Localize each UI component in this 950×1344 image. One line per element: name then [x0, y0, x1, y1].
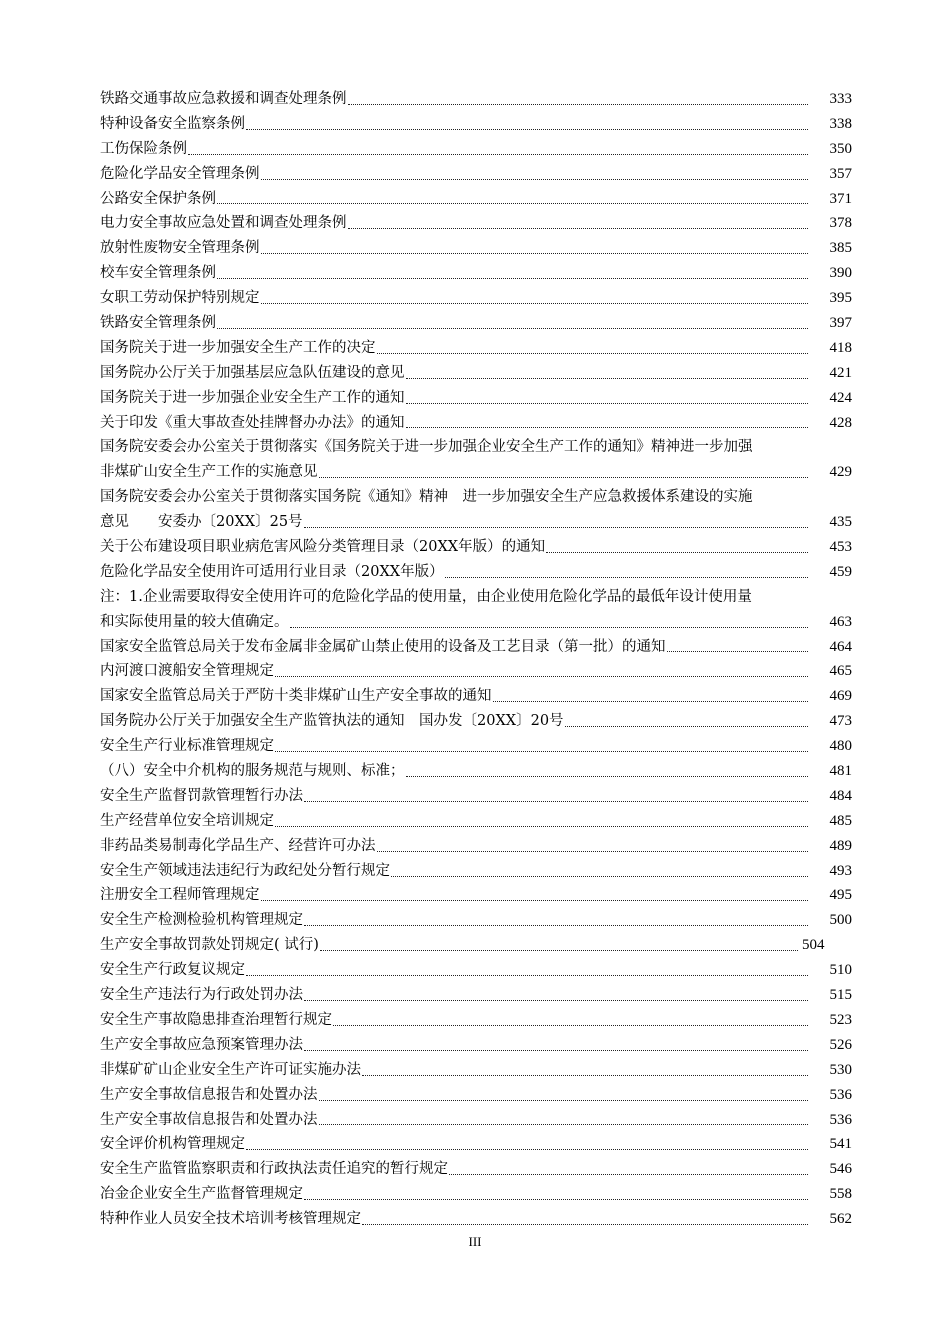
toc-entry-page: 390 — [829, 265, 852, 282]
toc-entry-page: 464 — [829, 638, 852, 655]
toc-entry-page: 546 — [829, 1161, 852, 1178]
toc-entry-title: 国家安全监管总局关于发布金属非金属矿山禁止使用的设备及工艺目录（第一批）的通知 — [100, 638, 666, 655]
toc-entry-title: 安全生产检测检验机构管理规定 — [100, 912, 303, 929]
toc-leader-dots — [188, 153, 808, 155]
toc-leader-dots — [362, 1223, 808, 1225]
toc-entry[interactable] — [100, 137, 852, 162]
toc-entry-title: 冶金企业安全生产监督管理规定 — [100, 1186, 303, 1203]
toc-entry-page: 526 — [829, 1036, 852, 1053]
toc-leader-dots — [304, 1198, 808, 1200]
toc-entry-title: 危险化学品安全使用许可适用行业目录（20XX年版） — [100, 563, 444, 580]
toc-leader-dots — [261, 302, 809, 304]
toc-leader-dots — [246, 974, 808, 976]
toc-entry[interactable] — [100, 1108, 852, 1133]
toc-entry[interactable] — [100, 336, 852, 361]
toc-entry[interactable] — [100, 635, 852, 660]
toc-entry-page: 418 — [829, 339, 852, 356]
toc-entry-page: 473 — [829, 713, 852, 730]
toc-leader-dots — [348, 103, 809, 105]
toc-entry-title: 关于印发《重大事故查处挂牌督办办法》的通知 — [100, 414, 405, 431]
toc-entry[interactable] — [100, 983, 852, 1008]
toc-entry[interactable] — [100, 958, 852, 983]
toc-leader-dots — [217, 277, 808, 279]
toc-leader-dots — [275, 825, 808, 827]
toc-leader-dots — [406, 775, 809, 777]
toc-entry[interactable] — [100, 1033, 852, 1058]
toc-entry-line — [100, 585, 852, 610]
toc-entry[interactable] — [100, 709, 852, 734]
toc-entry-line — [100, 435, 852, 460]
toc-entry-title: 意见 安委办〔20XX〕25号 — [100, 514, 303, 531]
toc-leader-dots — [319, 1123, 809, 1125]
toc-leader-dots — [362, 1074, 808, 1076]
toc-entry[interactable] — [100, 535, 852, 560]
toc-leader-dots — [261, 899, 809, 901]
toc-leader-dots — [391, 875, 808, 877]
toc-entry-page: 333 — [829, 90, 852, 107]
toc-leader-dots — [493, 700, 809, 702]
toc-entry-title-line1: 国务院安委会办公室关于贯彻落实国务院《通知》精神 进一步加强安全生产应急救援体系建设的实施 — [100, 489, 753, 506]
toc-leader-dots — [546, 551, 808, 553]
toc-leader-dots — [217, 202, 808, 204]
toc-entry[interactable] — [100, 1008, 852, 1033]
toc-entry-page: 558 — [829, 1186, 852, 1203]
toc-entry[interactable] — [100, 659, 852, 684]
toc-entry-page: 485 — [829, 812, 852, 829]
table-of-contents — [100, 87, 852, 1232]
toc-entry[interactable] — [100, 684, 852, 709]
page-number: III — [468, 1234, 482, 1249]
toc-leader-dots — [217, 327, 808, 329]
toc-entry[interactable] — [100, 610, 852, 635]
toc-entry-title: 国务院办公厅关于加强安全生产监管执法的通知 国办发〔20XX〕20号 — [100, 713, 564, 730]
toc-entry-title: 生产安全事故应急预案管理办法 — [100, 1036, 303, 1053]
toc-entry[interactable] — [100, 560, 852, 585]
toc-entry-title: 铁路交通事故应急救援和调查处理条例 — [100, 90, 347, 107]
toc-entry-page: 484 — [829, 787, 852, 804]
toc-entry-title: 生产安全事故信息报告和处置办法 — [100, 1111, 318, 1128]
toc-entry-page: 357 — [829, 165, 852, 182]
toc-entry-title: 国家安全监管总局关于严防十类非煤矿山生产安全事故的通知 — [100, 688, 492, 705]
toc-entry[interactable] — [100, 112, 852, 137]
toc-entry-page: 500 — [829, 912, 852, 929]
toc-leader-dots — [275, 750, 808, 752]
toc-entry-title: 特种作业人员安全技术培训考核管理规定 — [100, 1211, 361, 1228]
toc-leader-dots — [406, 377, 809, 379]
toc-entry-title: 非药品类易制毒化学品生产、经营许可办法 — [100, 837, 376, 854]
toc-entry-page: 397 — [829, 315, 852, 331]
toc-entry[interactable] — [100, 759, 852, 784]
toc-entry-page: 504 — [802, 937, 825, 954]
toc-entry-page: 495 — [829, 887, 852, 904]
toc-entry[interactable] — [100, 784, 852, 809]
toc-entry[interactable] — [100, 908, 852, 933]
toc-leader-dots — [667, 650, 809, 652]
toc-entry-title: 生产安全事故信息报告和处置办法 — [100, 1086, 318, 1103]
toc-entry-title: 安全生产领域违法违纪行为政纪处分暂行规定 — [100, 862, 390, 879]
toc-entry[interactable] — [100, 1083, 852, 1108]
toc-entry-title: 和实际使用量的较大值确定。 — [100, 613, 289, 630]
toc-entry-page: 338 — [829, 115, 852, 132]
toc-entry-title-line1: 国务院安委会办公室关于贯彻落实《国务院关于进一步加强企业安全生产工作的通知》精神进一步加强 — [100, 439, 753, 456]
toc-entry-title: 关于公布建设项目职业病危害风险分类管理目录（20XX年版）的通知 — [100, 539, 546, 556]
toc-entry-title: 生产安全事故罚款处罚规定( 试行) — [100, 937, 319, 954]
toc-entry[interactable] — [100, 1132, 852, 1157]
toc-entry-page: 378 — [829, 215, 852, 232]
toc-entry-page: 385 — [829, 240, 852, 257]
toc-entry-page: 428 — [829, 414, 852, 431]
toc-entry-title: 校车安全管理条例 — [100, 265, 216, 282]
toc-leader-dots — [333, 1024, 808, 1026]
toc-entry-page: 453 — [829, 539, 852, 556]
toc-entry-page: 523 — [829, 1011, 852, 1028]
toc-leader-dots — [290, 626, 809, 628]
toc-entry[interactable] — [100, 211, 852, 236]
toc-entry-line — [100, 485, 852, 510]
toc-entry-title: 放射性废物安全管理条例 — [100, 240, 260, 257]
toc-entry-page: 469 — [829, 688, 852, 705]
toc-entry[interactable] — [100, 734, 852, 759]
toc-entry[interactable] — [100, 386, 852, 411]
toc-entry-title: 安全生产监管监察职责和行政执法责任追究的暂行规定 — [100, 1161, 448, 1178]
toc-entry[interactable] — [100, 236, 852, 261]
toc-entry[interactable] — [100, 361, 852, 386]
toc-entry[interactable] — [100, 162, 852, 187]
toc-entry[interactable] — [100, 261, 852, 286]
toc-entry-page: 465 — [829, 663, 852, 680]
toc-entry-page: 510 — [829, 962, 852, 979]
toc-entry-page: 429 — [829, 464, 852, 481]
toc-leader-dots — [304, 1049, 808, 1051]
toc-entry-title: 国务院关于进一步加强安全生产工作的决定 — [100, 339, 376, 356]
toc-entry-title: （八）安全中介机构的服务规范与规则、标准； — [100, 763, 405, 780]
toc-entry-title-line1: 注：1.企业需要取得安全使用许可的危险化学品的使用量，由企业使用危险化学品的最低年设计使用量 — [100, 588, 752, 605]
toc-leader-dots — [319, 1099, 809, 1101]
toc-entry-page: 350 — [829, 140, 852, 157]
toc-entry-page: 562 — [829, 1211, 852, 1228]
toc-entry-page: 541 — [829, 1136, 852, 1153]
toc-entry-page: 424 — [829, 389, 852, 406]
toc-entry-title: 国务院关于进一步加强企业安全生产工作的通知 — [100, 389, 405, 406]
toc-leader-dots — [261, 178, 809, 180]
toc-leader-dots — [377, 850, 809, 852]
toc-entry-page: 480 — [829, 738, 852, 755]
toc-entry-title: 女职工劳动保护特别规定 — [100, 290, 260, 307]
toc-entry-title: 安全评价机构管理规定 — [100, 1136, 245, 1153]
toc-entry-page: 530 — [829, 1061, 852, 1078]
toc-leader-dots — [275, 675, 808, 677]
toc-entry-page: 395 — [829, 290, 852, 307]
toc-entry-page: 489 — [829, 837, 852, 854]
toc-entry[interactable] — [100, 87, 852, 112]
toc-leader-dots — [304, 924, 808, 926]
toc-leader-dots — [261, 252, 809, 254]
toc-leader-dots — [304, 999, 808, 1001]
toc-entry-title: 安全生产行业标准管理规定 — [100, 738, 274, 755]
toc-entry[interactable] — [100, 1182, 852, 1207]
toc-entry-title: 特种设备安全监察条例 — [100, 115, 245, 132]
toc-leader-dots — [449, 1173, 808, 1175]
toc-entry-page: 493 — [829, 862, 852, 879]
toc-entry-page: 435 — [829, 514, 852, 531]
toc-entry[interactable] — [100, 187, 852, 212]
toc-leader-dots — [348, 227, 809, 229]
toc-entry-title: 生产经营单位安全培训规定 — [100, 812, 274, 829]
toc-entry[interactable] — [100, 1058, 852, 1083]
toc-entry-page: 463 — [829, 613, 852, 630]
toc-entry-title: 公路安全保护条例 — [100, 190, 216, 207]
toc-entry[interactable] — [100, 311, 852, 336]
toc-entry-page: 536 — [829, 1111, 852, 1128]
toc-entry[interactable] — [100, 286, 852, 311]
toc-leader-dots — [377, 352, 809, 354]
toc-entry-page: 459 — [829, 563, 852, 580]
toc-entry[interactable] — [100, 884, 852, 909]
toc-entry-title: 电力安全事故应急处置和调查处理条例 — [100, 215, 347, 232]
toc-entry-title: 安全生产事故隐患排查治理暂行规定 — [100, 1011, 332, 1028]
toc-leader-dots — [565, 725, 808, 727]
toc-entry[interactable] — [100, 859, 852, 884]
toc-leader-dots — [246, 1148, 808, 1150]
toc-entry-title: 注册安全工程师管理规定 — [100, 887, 260, 904]
toc-leader-dots — [406, 426, 809, 428]
toc-entry-page: 371 — [829, 190, 852, 207]
toc-entry[interactable] — [100, 460, 852, 485]
toc-leader-dots — [246, 128, 808, 130]
toc-entry[interactable] — [100, 933, 852, 958]
toc-entry[interactable] — [100, 1207, 852, 1232]
toc-entry-page: 481 — [829, 763, 852, 780]
toc-entry-title: 安全生产监督罚款管理暂行办法 — [100, 787, 303, 804]
toc-entry-title: 非煤矿矿山企业安全生产许可证实施办法 — [100, 1061, 361, 1078]
toc-leader-dots — [445, 576, 808, 578]
toc-entry[interactable] — [100, 411, 852, 436]
toc-entry-title: 安全生产行政复议规定 — [100, 962, 245, 979]
toc-entry-title: 内河渡口渡船安全管理规定 — [100, 663, 274, 680]
toc-leader-dots — [304, 526, 808, 528]
toc-entry-title: 非煤矿山安全生产工作的实施意见 — [100, 464, 318, 481]
toc-entry-title: 危险化学品安全管理条例 — [100, 165, 260, 182]
toc-entry-page: 515 — [829, 987, 852, 1004]
toc-entry-page: 421 — [829, 364, 852, 381]
toc-entry-title: 工伤保险条例 — [100, 140, 187, 157]
toc-entry-page: 536 — [829, 1086, 852, 1103]
toc-leader-dots — [319, 476, 809, 478]
toc-leader-dots — [406, 402, 809, 404]
toc-leader-dots — [304, 800, 808, 802]
toc-entry-title: 国务院办公厅关于加强基层应急队伍建设的意见 — [100, 364, 405, 381]
toc-entry-title: 安全生产违法行为行政处罚办法 — [100, 987, 303, 1004]
toc-entry[interactable] — [100, 809, 852, 834]
toc-leader-dots — [320, 949, 798, 951]
toc-entry-title: 铁路安全管理条例 — [100, 315, 216, 331]
toc-entry[interactable] — [100, 510, 852, 535]
toc-entry[interactable] — [100, 834, 852, 859]
toc-entry[interactable] — [100, 1157, 852, 1182]
